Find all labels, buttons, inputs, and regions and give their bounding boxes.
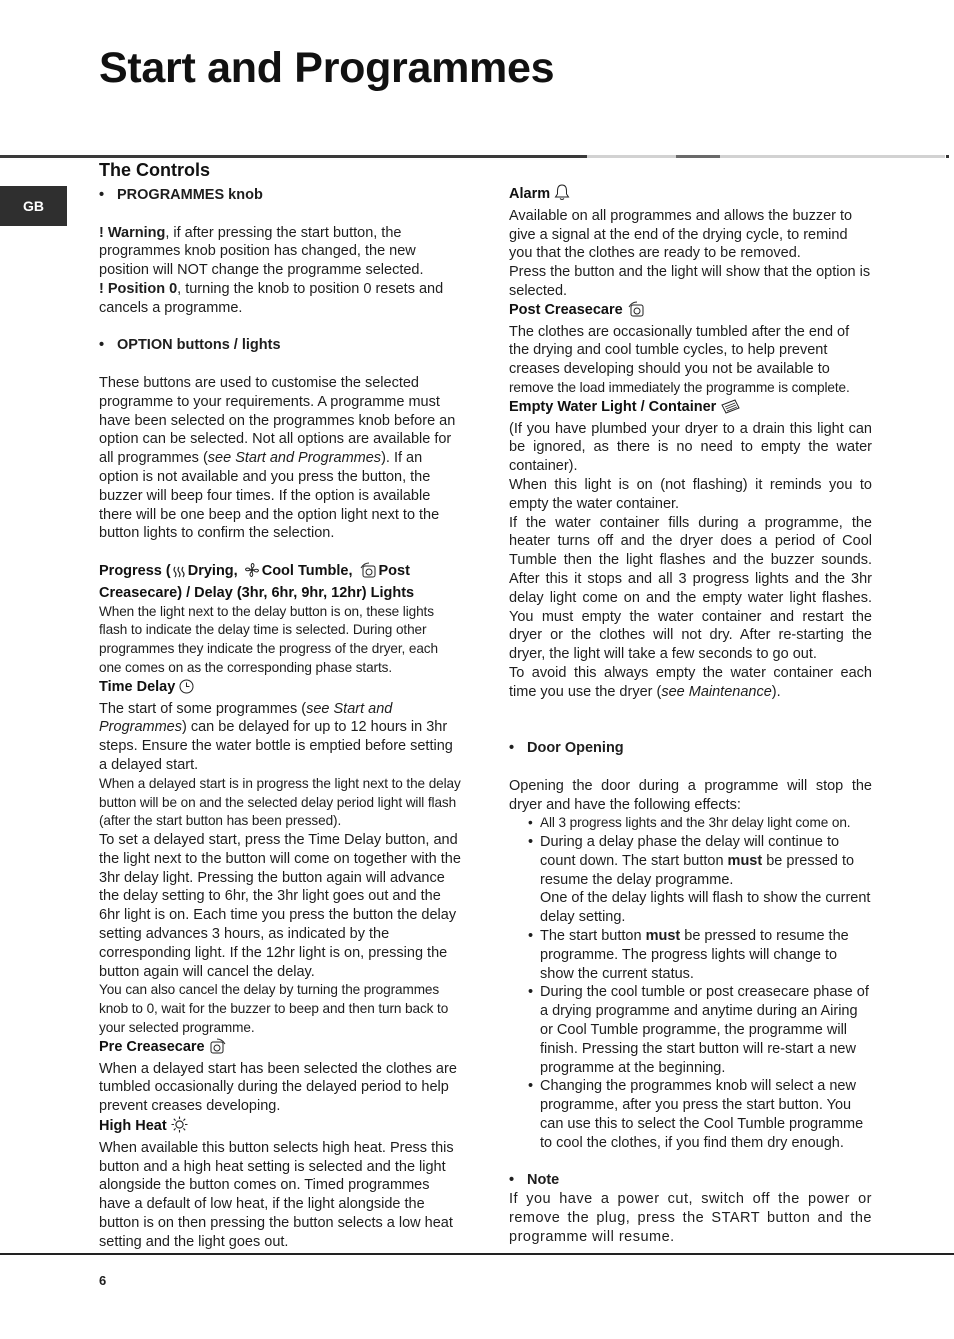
right-column: [509, 184, 872, 1247]
warning-paragraph: [99, 224, 463, 280]
option-text: These buttons are used to customise the selected programme to your requirements. A programme must have been selected on the programmes knob before an option can be selected. Not all options are available for all programmes (: [99, 374, 456, 467]
post-creasecare-icon: [359, 562, 377, 584]
time-delay-paragraph-4: You can also cancel the delay by turning the programmes knob to 0, wait for the buzzer to beep and then turn back to your selected programme.: [99, 982, 449, 1036]
header-rule-segment: [676, 155, 720, 158]
sun-icon: [171, 1116, 188, 1139]
option-buttons-heading: • OPTION buttons / lights: [99, 336, 463, 355]
header-rule-segment: [587, 155, 676, 158]
door-opening-intro: Opening the door during a programme will stop the dryer and have the following effects:: [509, 777, 872, 813]
time-delay-reference: see Start and Programmes: [99, 700, 393, 736]
pre-creasecare-icon: [209, 1038, 227, 1060]
empty-water-text-4: [509, 664, 872, 702]
emphasis: must: [645, 928, 681, 945]
alarm-text-1: Available on all programmes and allows the buzzer to give a signal at the end of the drying cycle, to remind you that the clothes are ready to be removed.: [509, 207, 853, 262]
empty-water-label: Empty Water Light / Container: [509, 398, 717, 415]
high-heat-text: When available this button selects high heat. Press this button and a high heat setting is selected and the light alongside the button comes on. Timed programmes have a default of low heat, if the light alongside the button is on then pressing the button selects a low heat setting and the light goes out.: [99, 1139, 454, 1250]
list-item: • All 3 progress lights and the 3hr delay light come on.: [540, 814, 872, 833]
door-opening-heading: • Door Opening: [509, 739, 872, 758]
progress-heading-text: Progress (: [99, 562, 171, 579]
progress-heading-cont: Post Creasecare) / Delay (3hr, 6hr, 9hr, 12hr) Lights: [99, 562, 415, 601]
language-tab: GB: [0, 186, 67, 226]
post-creasecare-label: Post Creasecare: [509, 301, 623, 318]
list-item-text: be pressed to resume the programme. The progress lights will change to show the current status.: [540, 928, 849, 982]
maintenance-reference: see Maintenance: [661, 683, 772, 700]
post-creasecare-icon: [627, 301, 645, 323]
option-text-cont: ). If an option is not available and you press the button, the buzzer will beep four times. If the option is available there will be one beep and the option light next to the button lights to confirm the selection.: [99, 450, 440, 542]
progress-text: When the light next to the delay button is on, these lights flash to indicate the delay time is selected. During other programmes they indicate the progress of the dryer, each one comes on as the corresponding phase starts.: [99, 603, 438, 675]
empty-water-text: To avoid this always empty the water container each time you use the dryer (: [509, 664, 872, 700]
drying-label: Drying,: [187, 562, 238, 579]
footer-rule: [0, 1253, 954, 1255]
list-item-text: The start button: [540, 928, 646, 945]
list-item: [540, 927, 872, 983]
clock-icon: [179, 679, 194, 700]
empty-water-text-3: If the water container fills during a programme, the heater turns off and the dryer does a period of Cool Tumble then the light flashes and the buzzer sounds. After this it stops and all 3 progress lights and the 3hr delay light come on and the empty water light flashes. You must empty the water container and restart the dryer or the clothes will not dry. After re-starting the dryer, the light will take a few seconds to go out.: [509, 514, 872, 663]
header-rule: [0, 155, 587, 158]
list-item-text: One of the delay lights will flash to show the current delay setting.: [540, 890, 871, 926]
position0-mark: ! Position 0: [99, 280, 178, 297]
header-rule-segment: [720, 155, 945, 158]
option-reference: see Start and Programmes: [207, 450, 382, 467]
note-heading: • Note: [509, 1171, 872, 1190]
empty-water-text-2: When this light is on (not flashing) it reminds you to empty the water container.: [509, 476, 872, 512]
time-delay-text-cont: ) can be delayed for up to 12 hours in 3hr steps. Ensure the water bottle is emptied before setting a delayed start.: [99, 719, 453, 773]
drying-icon: [173, 564, 186, 584]
time-delay-paragraph-1: [99, 700, 463, 775]
list-item-text: be pressed to resume the delay programme.: [540, 852, 855, 888]
note-text: If you have a power cut, switch off the power or remove the plug, press the START button and the programme will resume.: [509, 1191, 872, 1245]
warning-mark: ! Warning: [99, 224, 166, 241]
time-delay-heading: [99, 678, 463, 700]
list-item-text: During a delay phase the delay will continue to count down. The start button: [540, 834, 840, 869]
post-creasecare-text-2: remove the load immediately the programme is complete.: [509, 379, 850, 395]
empty-water-heading: [509, 398, 872, 420]
water-container-icon: [720, 399, 740, 420]
position0-paragraph: [99, 280, 463, 318]
post-creasecare-text-1: The clothes are occasionally tumbled after the end of the drying and cool tumble cycles, to help prevent creases developing should you not be available to: [509, 323, 850, 378]
option-paragraph: [99, 374, 463, 543]
left-column: [99, 186, 463, 1252]
progress-heading: [99, 562, 463, 603]
list-item: [540, 833, 872, 927]
emphasis: must: [727, 852, 763, 869]
list-item: • During the cool tumble or post creasecare phase of a drying programme and anytime during an Airing or Cool Tumble programme, the programme will finish. Pressing the start button will re-start a new programme at the beginning.: [540, 983, 872, 1077]
high-heat-heading: [99, 1116, 463, 1139]
page-number: 6: [99, 1273, 107, 1288]
section-title: The Controls: [99, 160, 210, 180]
programmes-knob-heading: • PROGRAMMES knob: [99, 186, 463, 205]
warning-text: , if after pressing the start button, the programmes knob position has changed, the new position will NOT change the programme selected.: [99, 224, 424, 279]
alarm-text-2: Press the button and the light will show that the option is selected.: [509, 264, 871, 299]
header-rule-dot: [946, 155, 949, 158]
alarm-label: Alarm: [509, 186, 551, 202]
page-title: Start and Programmes: [99, 44, 555, 92]
pre-creasecare-text: When a delayed start has been selected the clothes are tumbled occasionally during the delayed period to help prevent creases developing.: [99, 1060, 457, 1115]
cool-tumble-label: Cool Tumble,: [261, 562, 353, 579]
fan-icon: [244, 562, 260, 584]
post-creasecare-heading: [509, 301, 872, 323]
time-delay-paragraph-3: To set a delayed start, press the Time Delay button, and the light next to the button will come on together with the 3hr delay light. Pressing the button again will advance the delay setting to 6hr, the 3hr light goes out and the 6hr light is on. Each time you press the button the delay setting advances 3 hours, as indicated by the corresponding light. If the 12hr light is on, pressing the button again will cancel the delay.: [99, 832, 461, 980]
pre-creasecare-label: Pre Creasecare: [99, 1038, 205, 1055]
time-delay-text: The start of some programmes (: [99, 700, 307, 717]
time-delay-paragraph-2: When a delayed start is in progress the light next to the delay button will be on and the selected delay period light will flash (after the start button has been pressed).: [99, 775, 461, 829]
empty-water-text-1: (If you have plumbed your dryer to a drain this light can be ignored, as there is no need to empty the water container).: [509, 420, 872, 475]
door-effects-list: [509, 814, 872, 1152]
high-heat-label: High Heat: [99, 1118, 167, 1135]
bell-icon: [554, 184, 570, 207]
list-item: • Changing the programmes knob will select a new programme, after you press the start button. You can use this to select the Cool Tumble programme to cool the clothes, if you find them dry enough.: [540, 1077, 872, 1152]
pre-creasecare-heading: [99, 1038, 463, 1060]
time-delay-label: Time Delay: [99, 678, 176, 695]
empty-water-text-end: ).: [771, 683, 781, 700]
alarm-heading: [509, 184, 872, 207]
position0-text: , turning the knob to position 0 resets and cancels a programme.: [99, 280, 444, 316]
